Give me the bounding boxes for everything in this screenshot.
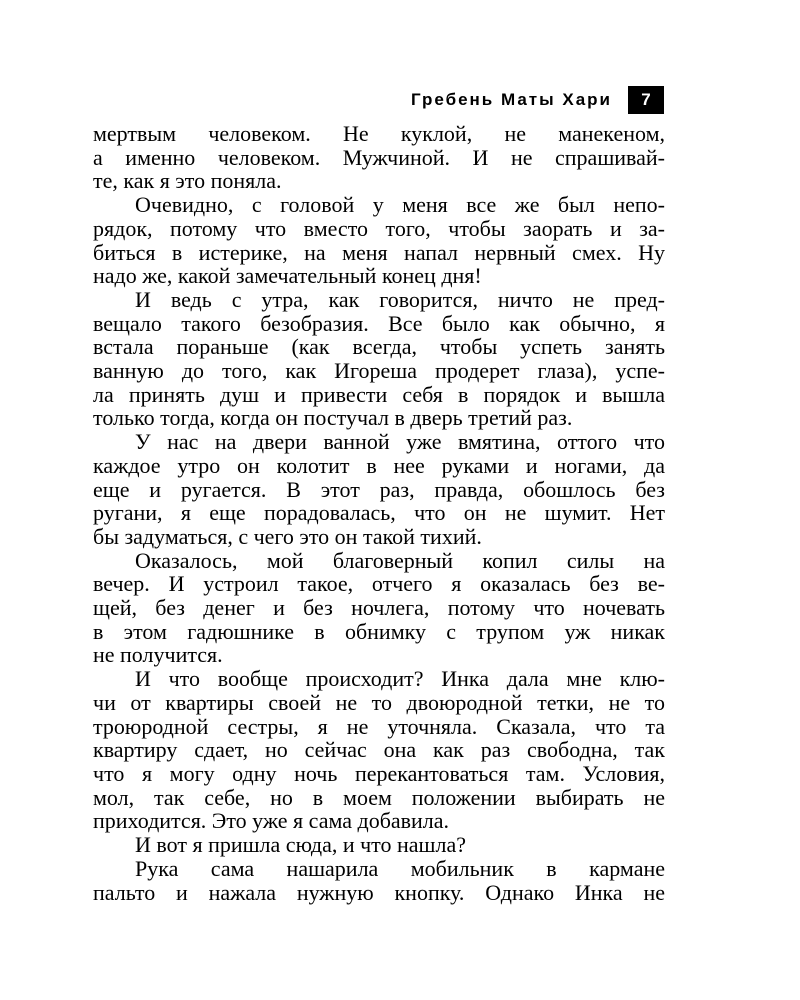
running-title: Гребень Маты Хари — [410, 90, 612, 109]
text-line: И вот я пришла сюда, и что нашла? — [135, 832, 466, 858]
text-line: И ведь с утра, как говорится, ничто не пред- — [135, 286, 665, 312]
text-line: троюродной сестры, я не уточняла. Сказала, что та — [93, 713, 665, 739]
text-line: У нас на двери ванной уже вмятина, оттого что — [135, 429, 665, 455]
text-line: И что вообще происходит? Инка дала мне клю- — [135, 666, 665, 692]
text-line: ванную до того, как Игореша продерет глаза), успе- — [93, 358, 665, 384]
text-line: мол, так себе, но в моем положении выбирать не — [93, 784, 665, 810]
text-line: те, как я это поняла. — [93, 168, 282, 194]
text-line: приходится. Это уже я сама добавила. — [93, 808, 450, 834]
text-line: мертвым человеком. Не куклой, не манекеном, — [93, 121, 665, 146]
text-line: квартиру сдает, но сейчас она как раз свободна, так — [93, 737, 665, 763]
text-line: щей, без денег и без ночлега, потому что ночевать — [93, 595, 665, 621]
page-number: 7 — [628, 86, 664, 114]
text-line: вечер. И устроил такое, отчего я оказалась без ве- — [93, 571, 665, 597]
body-text — [93, 122, 665, 904]
text-line: пальто и нажала нужную кнопку. Однако Инка не — [93, 879, 665, 905]
text-line: надо же, какой замечательный конец дня! — [93, 263, 482, 289]
text-line: Рука сама нашарила мобильник в кармане — [135, 855, 665, 881]
text-line: ругани, я еще порадовалась, что он не шумит. Нет — [93, 500, 665, 526]
text-line: ла принять душ и привести себя в порядок и вышла — [93, 381, 665, 407]
text-line: каждое утро он колотит в нее руками и ногами, да — [93, 452, 665, 478]
text-line: что я могу одну ночь перекантоваться там. Условия, — [93, 760, 665, 786]
text-line: а именно человеком. Мужчиной. И не спрашивай- — [93, 144, 665, 170]
text-line: только тогда, когда он постучал в дверь третий раз. — [93, 405, 573, 431]
text-line: Очевидно, с головой у меня все же был непо- — [135, 192, 665, 218]
running-header — [0, 86, 664, 116]
text-line: чи от квартиры своей не то двоюродной тетки, не то — [93, 689, 665, 715]
text-line: биться в истерике, на меня напал нервный смех. Ну — [93, 239, 665, 265]
text-line: еще и ругается. В этот раз, правда, обошлось без — [93, 476, 665, 502]
text-line: не получится. — [93, 642, 223, 668]
text-line: в этом гадюшнике в обнимку с трупом уж никак — [93, 618, 665, 644]
text-line: встала пораньше (как всегда, чтобы успеть занять — [93, 334, 665, 360]
text-line: бы задуматься, с чего это он такой тихий. — [93, 523, 482, 549]
text-line: рядок, потому что вместо того, чтобы заорать и за- — [93, 215, 665, 241]
text-line: вещало такого безобразия. Все было как обычно, я — [93, 310, 665, 336]
text-line: Оказалось, мой благоверный копил силы на — [135, 547, 665, 573]
